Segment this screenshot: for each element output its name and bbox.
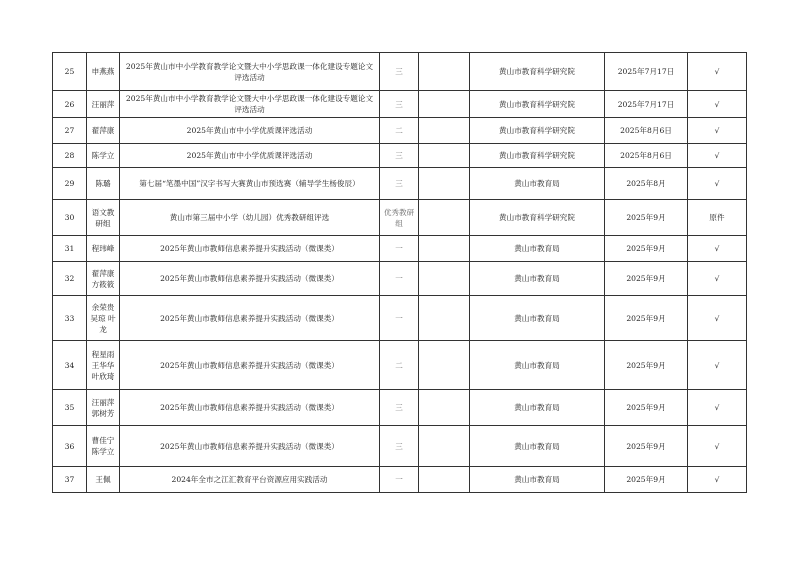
row-number: 36 bbox=[53, 426, 87, 467]
date-cell: 2025年9月 bbox=[605, 236, 688, 262]
table-row bbox=[53, 390, 747, 426]
mark-cell: √ bbox=[688, 390, 747, 426]
table-row bbox=[53, 262, 747, 296]
mark-cell: 原件 bbox=[688, 200, 747, 236]
mark-cell: √ bbox=[688, 168, 747, 200]
date-cell: 2025年9月 bbox=[605, 467, 688, 493]
blank-cell bbox=[419, 91, 470, 118]
mark-cell: √ bbox=[688, 53, 747, 91]
organization-cell: 黄山市教育局 bbox=[470, 390, 605, 426]
table-row bbox=[53, 91, 747, 118]
row-number: 30 bbox=[53, 200, 87, 236]
name-cell: 陈学立 bbox=[87, 144, 120, 168]
activity-cell: 2025年黄山市教师信息素养提升实践活动（微课类） bbox=[120, 341, 380, 390]
organization-cell: 黄山市教育局 bbox=[470, 296, 605, 341]
table-row bbox=[53, 200, 747, 236]
date-cell: 2025年8月 bbox=[605, 168, 688, 200]
row-number: 34 bbox=[53, 341, 87, 390]
name-cell: 陈璐 bbox=[87, 168, 120, 200]
date-cell: 2025年9月 bbox=[605, 200, 688, 236]
mark-cell: √ bbox=[688, 118, 747, 144]
organization-cell: 黄山市教育局 bbox=[470, 341, 605, 390]
table-row bbox=[53, 296, 747, 341]
activity-cell: 2025年黄山市中小学优质课评选活动 bbox=[120, 144, 380, 168]
level-cell: 三 bbox=[380, 168, 419, 200]
blank-cell bbox=[419, 118, 470, 144]
row-number: 26 bbox=[53, 91, 87, 118]
name-cell: 汪丽萍 bbox=[87, 91, 120, 118]
mark-cell: √ bbox=[688, 144, 747, 168]
blank-cell bbox=[419, 168, 470, 200]
date-cell: 2025年8月6日 bbox=[605, 144, 688, 168]
date-cell: 2025年9月 bbox=[605, 262, 688, 296]
organization-cell: 黄山市教育局 bbox=[470, 168, 605, 200]
name-cell: 余荣贵 吴琼 叶龙 bbox=[87, 296, 120, 341]
mark-cell: √ bbox=[688, 426, 747, 467]
table-row bbox=[53, 467, 747, 493]
row-number: 32 bbox=[53, 262, 87, 296]
organization-cell: 黄山市教育科学研究院 bbox=[470, 53, 605, 91]
name-cell: 程星雨 王华华 叶欣琦 bbox=[87, 341, 120, 390]
row-number: 29 bbox=[53, 168, 87, 200]
level-cell: 三 bbox=[380, 91, 419, 118]
name-cell: 申燕燕 bbox=[87, 53, 120, 91]
activity-cell: 第七届“笔墨中国”汉字书写大赛黄山市预选赛（辅导学生杨俊辰） bbox=[120, 168, 380, 200]
mark-cell: √ bbox=[688, 236, 747, 262]
date-cell: 2025年9月 bbox=[605, 426, 688, 467]
organization-cell: 黄山市教育局 bbox=[470, 262, 605, 296]
table-row bbox=[53, 168, 747, 200]
blank-cell bbox=[419, 341, 470, 390]
blank-cell bbox=[419, 467, 470, 493]
row-number: 37 bbox=[53, 467, 87, 493]
level-cell: 一 bbox=[380, 296, 419, 341]
table-row bbox=[53, 118, 747, 144]
name-cell: 翟萍康 方筱筱 bbox=[87, 262, 120, 296]
organization-cell: 黄山市教育科学研究院 bbox=[470, 118, 605, 144]
row-number: 33 bbox=[53, 296, 87, 341]
level-cell: 一 bbox=[380, 262, 419, 296]
activity-cell: 2024年全市之江汇教育平台资源应用实践活动 bbox=[120, 467, 380, 493]
level-cell: 优秀教研组 bbox=[380, 200, 419, 236]
activity-cell: 2025年黄山市教师信息素养提升实践活动（微课类） bbox=[120, 390, 380, 426]
date-cell: 2025年9月 bbox=[605, 390, 688, 426]
date-cell: 2025年7月17日 bbox=[605, 91, 688, 118]
organization-cell: 黄山市教育科学研究院 bbox=[470, 200, 605, 236]
blank-cell bbox=[419, 53, 470, 91]
date-cell: 2025年9月 bbox=[605, 341, 688, 390]
activity-cell: 2025年黄山市中小学教育教学论文暨大中小学思政课一体化建设专题论文评选活动 bbox=[120, 91, 380, 118]
blank-cell bbox=[419, 236, 470, 262]
level-cell: 二 bbox=[380, 341, 419, 390]
blank-cell bbox=[419, 426, 470, 467]
activity-cell: 黄山市第三届中小学（幼儿园）优秀教研组评选 bbox=[120, 200, 380, 236]
mark-cell: √ bbox=[688, 341, 747, 390]
activity-cell: 2025年黄山市教师信息素养提升实践活动（微课类） bbox=[120, 296, 380, 341]
mark-cell: √ bbox=[688, 467, 747, 493]
level-cell: 三 bbox=[380, 426, 419, 467]
row-number: 25 bbox=[53, 53, 87, 91]
row-number: 35 bbox=[53, 390, 87, 426]
activity-cell: 2025年黄山市教师信息素养提升实践活动（微课类） bbox=[120, 236, 380, 262]
level-cell: 一 bbox=[380, 467, 419, 493]
activity-cell: 2025年黄山市中小学优质课评选活动 bbox=[120, 118, 380, 144]
row-number: 28 bbox=[53, 144, 87, 168]
blank-cell bbox=[419, 200, 470, 236]
blank-cell bbox=[419, 262, 470, 296]
table-row bbox=[53, 341, 747, 390]
organization-cell: 黄山市教育科学研究院 bbox=[470, 144, 605, 168]
name-cell: 曹佳宁 陈学立 bbox=[87, 426, 120, 467]
table-row bbox=[53, 426, 747, 467]
activity-cell: 2025年黄山市教师信息素养提升实践活动（微课类） bbox=[120, 262, 380, 296]
level-cell: 三 bbox=[380, 144, 419, 168]
name-cell: 语文教研组 bbox=[87, 200, 120, 236]
date-cell: 2025年7月17日 bbox=[605, 53, 688, 91]
activity-cell: 2025年黄山市教师信息素养提升实践活动（微课类） bbox=[120, 426, 380, 467]
blank-cell bbox=[419, 296, 470, 341]
blank-cell bbox=[419, 144, 470, 168]
date-cell: 2025年9月 bbox=[605, 296, 688, 341]
award-table bbox=[52, 52, 747, 493]
blank-cell bbox=[419, 390, 470, 426]
row-number: 31 bbox=[53, 236, 87, 262]
name-cell: 汪丽萍 郭树芳 bbox=[87, 390, 120, 426]
level-cell: 一 bbox=[380, 236, 419, 262]
activity-cell: 2025年黄山市中小学教育教学论文暨大中小学思政课一体化建设专题论文评选活动 bbox=[120, 53, 380, 91]
level-cell: 三 bbox=[380, 390, 419, 426]
organization-cell: 黄山市教育科学研究院 bbox=[470, 91, 605, 118]
organization-cell: 黄山市教育局 bbox=[470, 426, 605, 467]
table-row bbox=[53, 53, 747, 91]
name-cell: 王佩 bbox=[87, 467, 120, 493]
organization-cell: 黄山市教育局 bbox=[470, 467, 605, 493]
name-cell: 翟萍康 bbox=[87, 118, 120, 144]
mark-cell: √ bbox=[688, 91, 747, 118]
level-cell: 三 bbox=[380, 53, 419, 91]
row-number: 27 bbox=[53, 118, 87, 144]
level-cell: 二 bbox=[380, 118, 419, 144]
table-row bbox=[53, 236, 747, 262]
table-row bbox=[53, 144, 747, 168]
date-cell: 2025年8月6日 bbox=[605, 118, 688, 144]
organization-cell: 黄山市教育局 bbox=[470, 236, 605, 262]
mark-cell: √ bbox=[688, 262, 747, 296]
name-cell: 程玮峰 bbox=[87, 236, 120, 262]
mark-cell: √ bbox=[688, 296, 747, 341]
